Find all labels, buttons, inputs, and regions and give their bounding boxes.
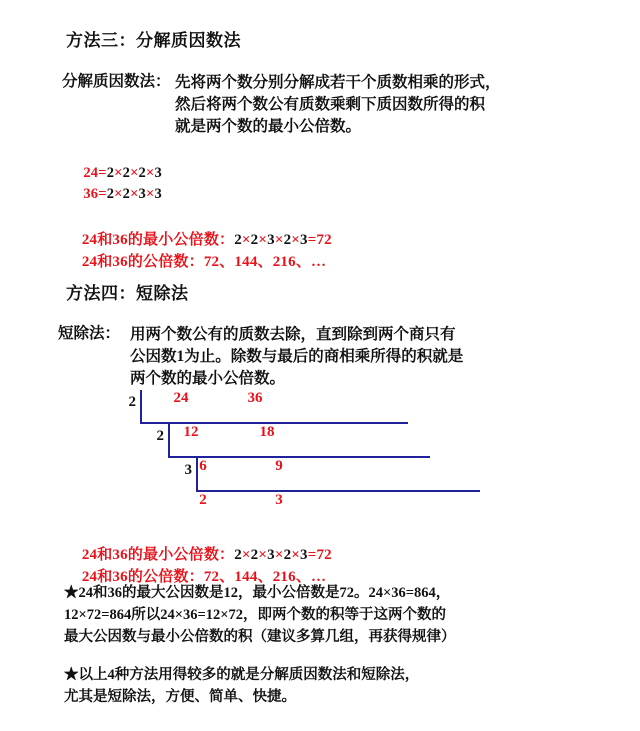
method4-multiples-value: 72、144、216、… <box>203 569 327 586</box>
method4-lcm-e4: 3 <box>267 547 275 564</box>
short-division-final-q1: 2 <box>199 492 207 508</box>
method4-lcm-e2: 2 <box>250 547 259 564</box>
method3-lcm-e1: × <box>241 232 251 249</box>
short-division-divisor-3: 3 <box>184 462 192 478</box>
short-division-divisor-2: 2 <box>156 428 164 444</box>
factorization-36-p0: 2 <box>106 185 115 202</box>
method3-multiples-label: 24和36的公倍数： <box>81 254 204 271</box>
method4-lcm-e7: × <box>291 547 301 564</box>
method4-definition-line-2: 公因数1为止。除数与最后的商相乘所得的积就是 <box>130 348 464 365</box>
method3-heading: 方法三：分解质因数法 <box>66 31 241 50</box>
factorization-24-p2: 2 <box>138 164 146 181</box>
method4-lcm-e0: 2 <box>234 547 242 564</box>
method4-lcm-e9: =72 <box>307 547 332 564</box>
short-division-r1-c1: 24 <box>173 390 189 406</box>
short-division-divisor-1: 2 <box>128 394 136 410</box>
factorization-36-op2: × <box>145 185 155 202</box>
short-division-bracket-3 <box>196 458 480 492</box>
method4-heading: 方法四：短除法 <box>66 284 189 303</box>
factorization-36-p1: 2 <box>122 185 131 202</box>
factorization-24-op0: × <box>114 164 123 181</box>
short-division-final-q2: 3 <box>275 492 283 508</box>
method4-lcm-e5: × <box>274 547 284 564</box>
note-summary-line-1: ★以上4种方法用得较多的就是分解质因数法和短除法， <box>64 667 420 683</box>
short-division-diagram <box>118 388 488 510</box>
method3-lcm-e3: × <box>258 232 268 249</box>
note-gcd-lcm-product-line-2: 12×72=864所以24×36=12×72，即两个数的积等于这两个数的 <box>64 607 447 623</box>
method4-definition-label: 短除法： <box>58 325 121 342</box>
method3-lcm-e4: 3 <box>267 232 275 249</box>
method3-definition-label: 分解质因数法： <box>62 73 171 90</box>
method3-lcm-e9: =72 <box>307 232 332 249</box>
method3-lcm-label: 24和36的最小公倍数： <box>81 232 235 249</box>
note-summary-line-2: 尤其是短除法，方便、简单、快捷。 <box>64 689 296 705</box>
factorization-24-p3: 3 <box>154 164 162 181</box>
factorization-24-op2: × <box>145 164 155 181</box>
factorization-24-p0: 2 <box>106 164 115 181</box>
method4-lcm-e1: × <box>241 547 251 564</box>
method3-multiples-value: 72、144、216、… <box>203 254 327 271</box>
factorization-36-p2: 3 <box>138 185 146 202</box>
method4-lcm-e3: × <box>258 547 268 564</box>
method3-lcm-e2: 2 <box>250 232 259 249</box>
short-division-r2-c2: 18 <box>259 424 275 440</box>
short-division-r3-c2: 9 <box>275 458 283 474</box>
note-gcd-lcm-product-line-1: ★24和36的最大公因数是12，最小公倍数是72。24×36=864， <box>64 585 451 601</box>
factorization-36-p3: 3 <box>154 185 162 202</box>
method4-definition-line-1: 用两个数公有的质数去除，直到除到两个商只有 <box>130 326 456 343</box>
factorization-36-op0: × <box>114 185 123 202</box>
method3-lcm-e5: × <box>274 232 284 249</box>
method3-definition-line-2: 然后将两个数公有质数乘剩下质因数所得的积 <box>175 96 486 113</box>
method3-lcm-e0: 2 <box>234 232 242 249</box>
method3-lcm-e7: × <box>291 232 301 249</box>
method3-definition-line-1: 先将两个数分别分解成若干个质数相乘的形式， <box>175 74 501 91</box>
method4-lcm-e6: 2 <box>283 547 292 564</box>
method3-definition-line-3: 就是两个数的最小公倍数。 <box>175 118 362 135</box>
note-gcd-lcm-product-line-3: 最大公因数与最小公倍数的积（建议多算几组，再获得规律） <box>64 629 456 645</box>
short-division-r2-c1: 12 <box>183 424 199 440</box>
method4-definition-line-3: 两个数的最小公倍数。 <box>130 370 286 387</box>
factorization-24-op1: × <box>130 164 139 181</box>
short-division-r1-c2: 36 <box>247 390 263 406</box>
short-division-r3-c1: 6 <box>199 458 207 474</box>
factorization-36-lhs: 36= <box>83 185 107 202</box>
method4-lcm-label: 24和36的最小公倍数： <box>81 547 235 564</box>
method3-lcm-e8: 3 <box>300 232 308 249</box>
method3-lcm-e6: 2 <box>283 232 292 249</box>
method4-lcm-e8: 3 <box>300 547 308 564</box>
factorization-24-lhs: 24= <box>83 164 107 181</box>
factorization-24-p1: 2 <box>122 164 131 181</box>
method4-multiples-label: 24和36的公倍数： <box>81 569 204 586</box>
factorization-36-op1: × <box>130 185 139 202</box>
